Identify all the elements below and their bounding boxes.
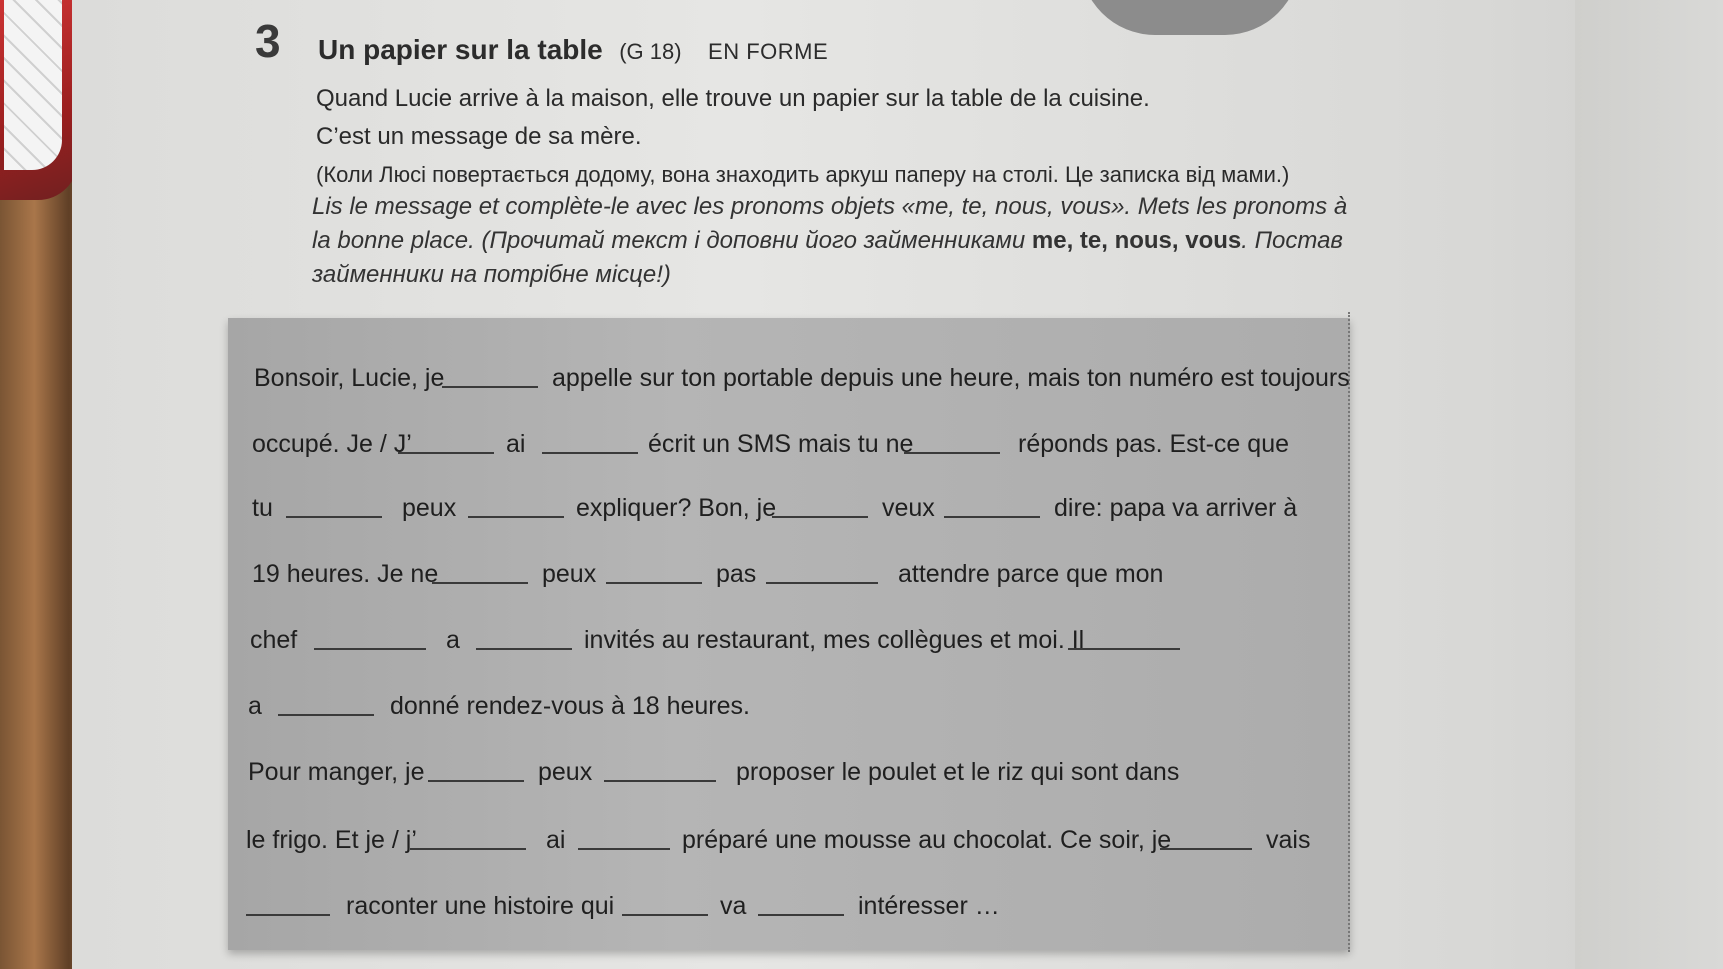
- book-pattern: [4, 0, 62, 170]
- answer-blank[interactable]: [904, 430, 1000, 454]
- instruction-line: займенники на потрібне місце!): [312, 261, 671, 288]
- next-page-edge: [1575, 0, 1723, 969]
- grammar-reference: (G 18): [619, 39, 682, 64]
- instruction-part: . Постав: [1241, 227, 1343, 254]
- text-fragment: écrit un SMS mais tu ne: [648, 430, 914, 458]
- text-fragment: Pour manger, je: [248, 758, 425, 786]
- text-fragment: intéresser …: [858, 892, 1000, 920]
- answer-blank[interactable]: [758, 892, 844, 916]
- answer-blank[interactable]: [286, 494, 382, 518]
- exercise-number: 3: [255, 15, 281, 67]
- pronoun-list: me, te, nous, vous: [1031, 227, 1242, 254]
- answer-blank[interactable]: [1160, 826, 1252, 850]
- text-fragment: préparé une mousse au chocolat. Ce soir, je: [682, 826, 1172, 854]
- text-fragment: proposer le poulet et le riz qui sont dans: [736, 758, 1180, 786]
- answer-blank[interactable]: [468, 494, 564, 518]
- text-fragment: 19 heures. Je ne: [252, 560, 439, 588]
- answer-blank[interactable]: [578, 826, 670, 850]
- text-fragment: le frigo. Et je / j’: [246, 826, 417, 854]
- answer-blank[interactable]: [314, 626, 426, 650]
- text-fragment: ai: [546, 826, 566, 854]
- intro-line: C’est un message de sa mère.: [316, 123, 642, 150]
- answer-blank[interactable]: [604, 758, 716, 782]
- instruction-line: [312, 224, 1347, 258]
- answer-blank[interactable]: [944, 494, 1040, 518]
- text-fragment: Bonsoir, Lucie, je: [254, 364, 445, 392]
- text-fragment: réponds pas. Est-ce que: [1018, 430, 1289, 458]
- text-fragment: va: [720, 892, 747, 920]
- instruction-text: [312, 190, 1347, 292]
- text-fragment: dire: papa va arriver à: [1054, 494, 1298, 522]
- text-fragment: vais: [1266, 826, 1311, 854]
- text-fragment: peux: [402, 494, 457, 522]
- answer-blank[interactable]: [606, 560, 702, 584]
- answer-blank[interactable]: [476, 626, 572, 650]
- instruction-part: la bonne place. (Прочитай текст і доповни його займенниками: [312, 227, 1032, 254]
- text-fragment: peux: [542, 560, 597, 588]
- answer-blank[interactable]: [428, 758, 524, 782]
- answer-blank[interactable]: [398, 430, 494, 454]
- text-fragment: attendre parce que mon: [898, 560, 1164, 588]
- answer-blank[interactable]: [410, 826, 526, 850]
- intro-text: [316, 80, 1289, 194]
- answer-blank[interactable]: [772, 494, 868, 518]
- text-fragment: veux: [882, 494, 935, 522]
- text-fragment: pas: [716, 560, 757, 588]
- answer-blank[interactable]: [542, 430, 638, 454]
- answer-blank[interactable]: [246, 892, 330, 916]
- intro-line: (Коли Люсі повертається додому, вона знаходить аркуш паперу на столі. Це записка від мами.): [316, 162, 1290, 187]
- answer-blank[interactable]: [622, 892, 708, 916]
- text-fragment: raconter une histoire qui: [346, 892, 615, 920]
- text-fragment: chef: [250, 626, 298, 654]
- answer-blank[interactable]: [278, 692, 374, 716]
- exercise-title: Un papier sur la table: [318, 34, 603, 65]
- text-fragment: a: [446, 626, 460, 654]
- text-fragment: invités au restaurant, mes collègues et moi. Il: [584, 626, 1085, 654]
- text-fragment: peux: [538, 758, 593, 786]
- instruction-line: Lis le message et complète-le avec les pronoms objets «me, te, nous, vous». Mets les pronoms à: [312, 193, 1348, 220]
- text-fragment: appelle sur ton portable depuis une heure, mais ton numéro est toujours: [552, 364, 1350, 392]
- intro-line: Quand Lucie arrive à la maison, elle trouve un papier sur la table de la cuisine.: [316, 85, 1150, 112]
- red-book-corner: [0, 0, 78, 200]
- answer-blank[interactable]: [442, 364, 538, 388]
- exercise-form: EN FORME: [708, 39, 829, 64]
- text-fragment: a: [248, 692, 262, 720]
- dotted-margin-line: [1348, 312, 1350, 952]
- text-fragment: donné rendez-vous à 18 heures.: [390, 692, 750, 720]
- exercise-header: [318, 34, 828, 66]
- text-fragment: expliquer? Bon, je: [576, 494, 777, 522]
- text-fragment: ai: [506, 430, 526, 458]
- answer-blank[interactable]: [1068, 626, 1180, 650]
- text-fragment: tu: [252, 494, 273, 522]
- answer-blank[interactable]: [766, 560, 878, 584]
- text-fragment: occupé. Je / J’: [252, 430, 412, 458]
- answer-blank[interactable]: [432, 560, 528, 584]
